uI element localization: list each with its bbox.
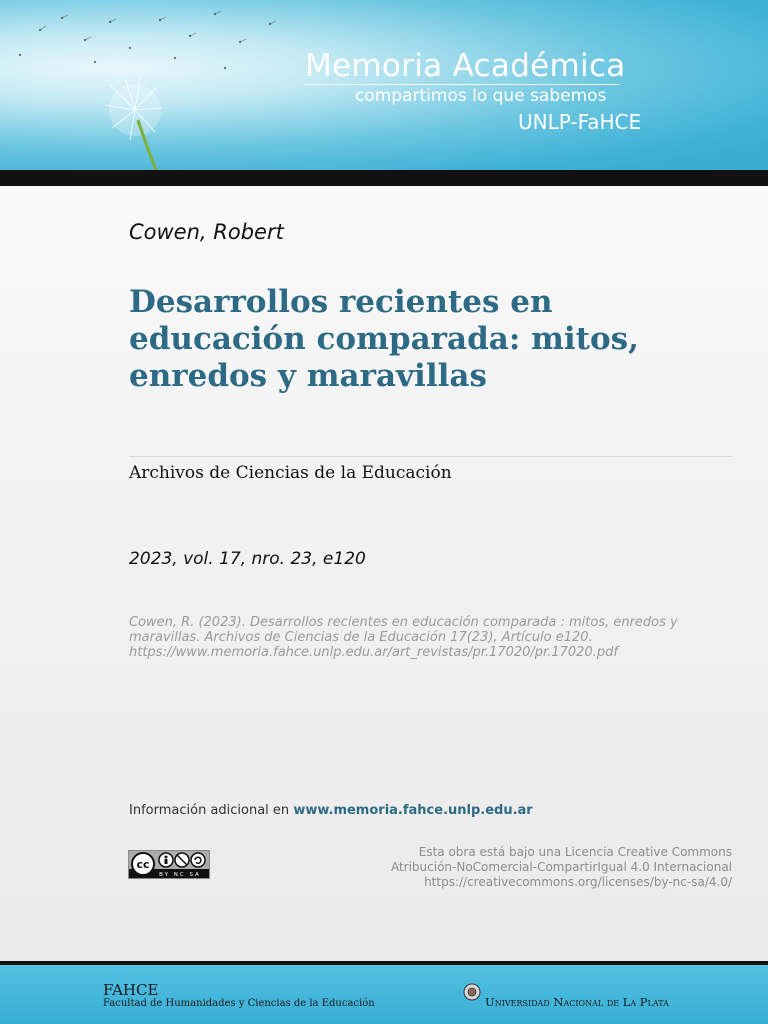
license-text xyxy=(391,845,732,890)
unlp-name: Universidad Nacional de La Plata xyxy=(485,995,669,1009)
unlp-seal-icon xyxy=(463,982,481,1002)
site-title: Memoria Académica xyxy=(305,48,626,84)
document-title: Desarrollos recientes en educación comparada: mitos, enredos y maravillas xyxy=(129,284,639,394)
dandelion-icon xyxy=(0,0,300,170)
license-url[interactable]: https://creativecommons.org/licenses/by-nc-sa/4.0/ xyxy=(424,875,732,889)
license-line-1: Esta obra está bajo una Licencia Creative Commons xyxy=(418,845,732,859)
footer xyxy=(0,965,768,1024)
cc-icon xyxy=(129,851,209,878)
license-line-2: Atribución-NoComercial-CompartirIgual 4.0 Internacional xyxy=(390,860,732,874)
site-institution: UNLP-FaHCE xyxy=(518,110,642,134)
fahce-logo-abbr: FAHCE xyxy=(103,981,159,999)
header-banner xyxy=(0,0,768,170)
journal-name: Archivos de Ciencias de la Educación xyxy=(129,463,452,483)
document-author: Cowen, Robert xyxy=(129,220,284,244)
memoria-link[interactable]: www.memoria.fahce.unlp.edu.ar xyxy=(293,803,533,818)
site-tagline: compartimos lo que sabemos xyxy=(355,86,607,106)
header-divider xyxy=(0,170,768,186)
cc-license-badge[interactable] xyxy=(128,850,210,879)
title-underline xyxy=(305,84,619,85)
more-info xyxy=(129,803,533,818)
citation-text: Cowen, R. (2023). Desarrollos recientes en educación comparada : mitos, enredos y maravillas. Archivos de Ciencias de la Educación 17(23), Artículo e120. https://www.memoria.fahce.unlp.edu.ar/art_revistas/pr.17020/pr.17020.pdf xyxy=(129,615,678,660)
more-info-label: Información adicional en xyxy=(129,803,290,818)
cc-terms-text: BY NC SA xyxy=(159,872,201,878)
section-divider xyxy=(129,456,732,457)
issue-info: 2023, vol. 17, nro. 23, e120 xyxy=(129,549,366,569)
fahce-logo-full: Facultad de Humanidades y Ciencias de la Educación xyxy=(103,998,375,1009)
cc-symbol-text: cc xyxy=(136,858,150,871)
